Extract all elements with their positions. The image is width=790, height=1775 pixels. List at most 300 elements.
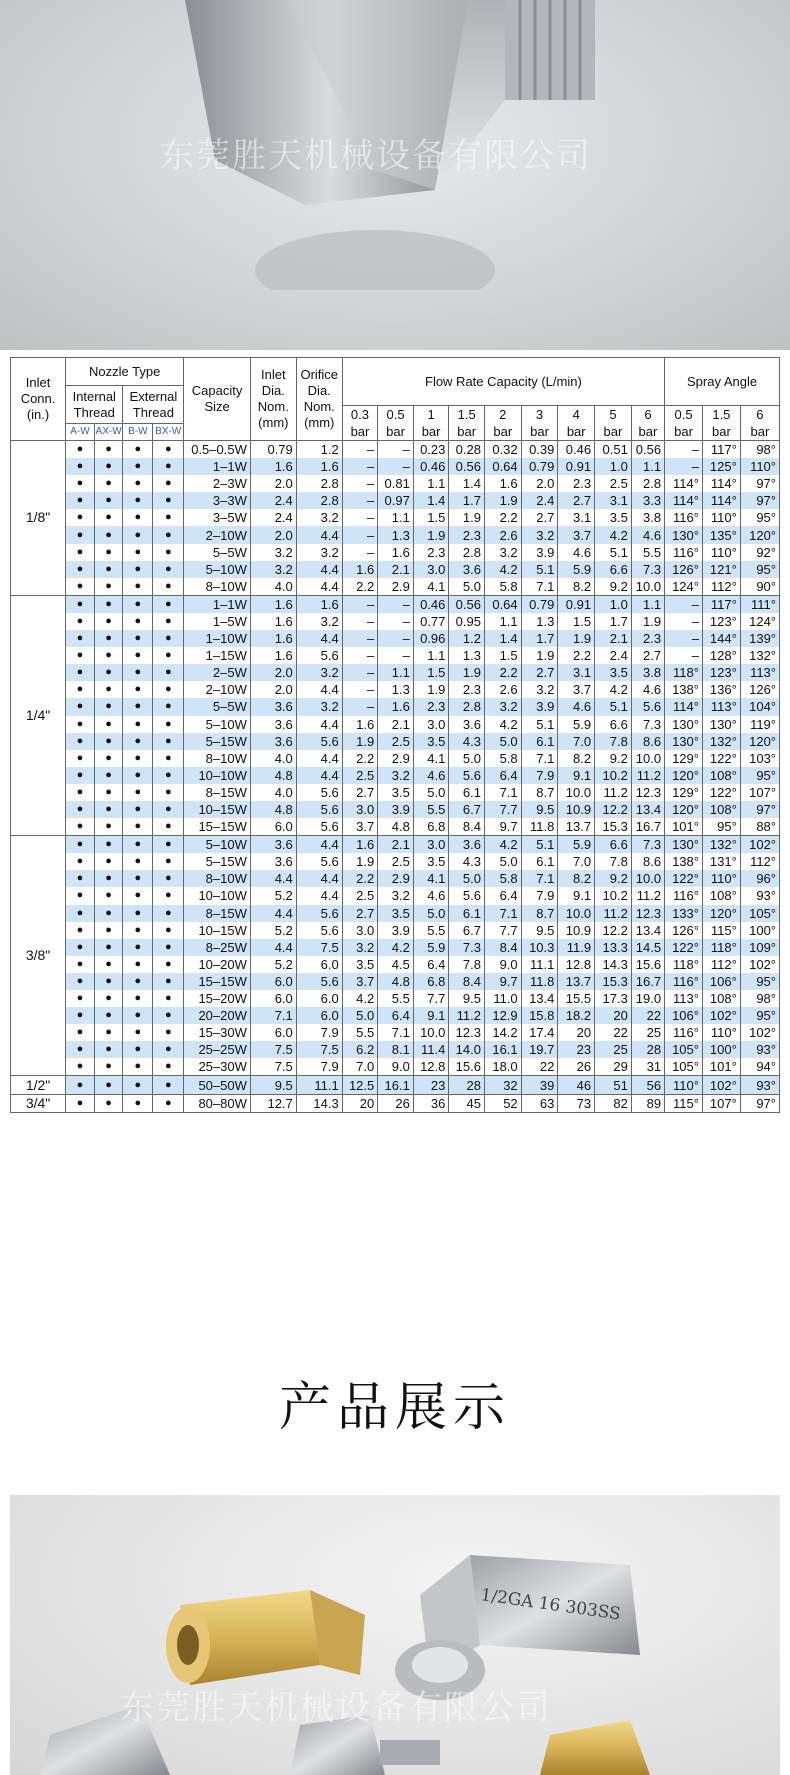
flow-rate-cell: 4.6 [631,526,664,543]
table-row [11,475,780,492]
flow-rate-cell: 4.6 [558,698,595,715]
spray-angle-cell: 118° [665,664,703,681]
flow-rate-cell: 5.5 [378,990,414,1007]
flow-rate-cell: 11.8 [521,973,558,990]
flow-rate-cell: 6.1 [521,853,558,870]
flow-rate-cell: 11.2 [449,1007,485,1024]
spray-angle-cell: 96° [740,870,779,887]
diameter-cell: 4.4 [296,836,342,854]
table-row [11,1041,780,1058]
flow-rate-cell: 2.0 [521,475,558,492]
availability-dot: ● [153,630,184,647]
availability-dot: ● [66,750,95,767]
flow-rate-cell: 7.9 [521,887,558,904]
spray-angle-cell: 95° [702,818,740,836]
pressure-header: 1 bar [413,406,449,441]
availability-dot: ● [94,578,123,596]
flow-rate-cell: 4.3 [449,853,485,870]
flow-rate-cell: 2.5 [595,475,632,492]
availability-dot: ● [66,647,95,664]
flow-rate-cell: 5.6 [449,887,485,904]
diameter-cell: 3.6 [250,698,296,715]
angle-pressure-header: 0.5 bar [665,406,703,441]
flow-rate-cell: 2.3 [449,526,485,543]
table-row [11,1094,780,1112]
availability-dot: ● [94,1058,123,1076]
flow-rate-cell: 2.2 [342,870,378,887]
spray-angle-cell: 130° [702,716,740,733]
flow-rate-cell: 22 [631,1007,664,1024]
spray-angle-cell: 120° [665,767,703,784]
capacity-size-cell: 3–3W [184,492,251,509]
flow-rate-cell: 7.1 [521,750,558,767]
availability-dot: ● [94,441,123,459]
flow-rate-cell: 25 [595,1041,632,1058]
availability-dot: ● [123,801,153,818]
spray-angle-cell: 122° [665,939,703,956]
flow-rate-cell: 10.0 [631,750,664,767]
spray-angle-cell: 110° [740,458,779,475]
flow-rate-cell: 12.2 [595,922,632,939]
availability-dot: ● [66,939,95,956]
spray-angle-cell: 116° [665,887,703,904]
flow-rate-cell: 9.5 [449,990,485,1007]
spray-angle-cell: 123° [702,613,740,630]
diameter-cell: 4.0 [250,750,296,767]
flow-rate-cell: 5.5 [413,801,449,818]
spray-angle-cell: 112° [702,956,740,973]
flow-rate-cell: 8.1 [378,1041,414,1058]
flow-rate-cell: 0.32 [484,441,521,459]
spray-angle-cell: 116° [665,973,703,990]
spray-angle-header: Spray Angle [665,358,780,406]
flow-rate-cell: 10.0 [558,784,595,801]
spray-angle-cell: 126° [740,681,779,698]
diameter-cell: 4.4 [296,716,342,733]
availability-dot: ● [123,939,153,956]
diameter-cell: 1.6 [250,613,296,630]
flow-rate-cell: 7.1 [521,870,558,887]
inlet-conn-cell: 3/8" [11,836,66,1076]
availability-dot: ● [66,441,95,459]
flow-rate-cell: 11.4 [413,1041,449,1058]
flow-rate-cell: 2.9 [378,750,414,767]
availability-dot: ● [153,716,184,733]
flow-rate-cell: 3.5 [595,664,632,681]
availability-dot: ● [66,681,95,698]
availability-dot: ● [66,870,95,887]
flow-rate-cell: 5.0 [413,784,449,801]
spray-angle-cell: 124° [740,613,779,630]
availability-dot: ● [94,973,123,990]
availability-dot: ● [123,870,153,887]
flow-rate-cell: 10.0 [631,870,664,887]
availability-dot: ● [123,784,153,801]
flow-rate-cell: 2.8 [449,544,485,561]
flow-rate-cell: 13.4 [631,922,664,939]
diameter-cell: 2.0 [250,681,296,698]
spray-angle-cell: 123° [702,664,740,681]
availability-dot: ● [153,767,184,784]
flow-rate-cell: 1.4 [413,492,449,509]
flow-rate-cell: 11.2 [595,784,632,801]
spray-angle-cell: 97° [740,492,779,509]
diameter-cell: 5.2 [250,922,296,939]
inlet-conn-cell: 3/4" [11,1094,66,1112]
flow-rate-cell: 51 [595,1076,632,1094]
spray-angle-cell: 115° [665,1094,703,1112]
spray-angle-cell: 130° [665,716,703,733]
flow-rate-cell: 1.7 [449,492,485,509]
flow-rate-cell: 5.8 [484,750,521,767]
capacity-size-cell: 3–5W [184,509,251,526]
flow-rate-cell: 0.64 [484,595,521,613]
diameter-cell: 4.4 [296,630,342,647]
flow-rate-cell: 10.0 [558,905,595,922]
flow-rate-cell: 2.3 [413,698,449,715]
flow-rate-cell: 23 [558,1041,595,1058]
flow-rate-cell: 1.7 [595,613,632,630]
availability-dot: ● [66,853,95,870]
spray-angle-cell: 144° [702,630,740,647]
availability-dot: ● [153,853,184,870]
flow-rate-cell: 4.3 [449,733,485,750]
spray-angle-cell: – [665,458,703,475]
diameter-cell: 3.2 [296,509,342,526]
spray-angle-cell: 110° [665,1076,703,1094]
flow-rate-cell: 4.6 [631,681,664,698]
availability-dot: ● [66,698,95,715]
flow-rate-cell: 5.1 [521,561,558,578]
diameter-cell: 4.4 [296,750,342,767]
availability-dot: ● [123,544,153,561]
flow-rate-cell: 1.1 [484,613,521,630]
spray-angle-cell: 109° [740,939,779,956]
spray-angle-cell: 114° [665,475,703,492]
flow-rate-cell: 5.5 [413,922,449,939]
availability-dot: ● [94,1041,123,1058]
flow-rate-cell: 0.77 [413,613,449,630]
spray-angle-cell: 116° [665,509,703,526]
diameter-cell: 1.6 [250,630,296,647]
table-row [11,750,780,767]
flow-rate-cell: 29 [595,1058,632,1076]
availability-dot: ● [123,973,153,990]
spray-angle-cell: 114° [702,475,740,492]
flow-rate-cell: 3.1 [595,492,632,509]
table-row [11,664,780,681]
pressure-header: 5 bar [595,406,632,441]
flow-rate-cell: 2.4 [595,647,632,664]
diameter-cell: 2.0 [250,526,296,543]
availability-dot: ● [94,733,123,750]
flow-rate-cell: 0.91 [558,458,595,475]
diameter-cell: 2.0 [250,475,296,492]
flow-rate-cell: 0.46 [558,441,595,459]
inlet-conn-header: Inlet Conn. (in.) [11,358,66,441]
availability-dot: ● [94,784,123,801]
availability-dot: ● [123,698,153,715]
inlet-conn-cell: 1/2" [11,1076,66,1094]
availability-dot: ● [94,836,123,854]
flow-rate-cell: 7.7 [413,990,449,1007]
diameter-cell: 5.6 [296,922,342,939]
flow-rate-cell: 2.8 [449,698,485,715]
flow-rate-cell: 1.6 [378,544,414,561]
availability-dot: ● [153,492,184,509]
table-row [11,853,780,870]
diameter-cell: 1.2 [296,441,342,459]
flow-rate-cell: 10.9 [558,922,595,939]
flow-rate-cell: 5.0 [449,750,485,767]
spray-angle-cell: 113° [740,664,779,681]
flow-rate-cell: 1.5 [413,664,449,681]
diameter-cell: 3.2 [250,561,296,578]
table-row [11,939,780,956]
capacity-size-cell: 80–80W [184,1094,251,1112]
availability-dot: ● [66,801,95,818]
angle-pressure-header: 1.5 bar [702,406,740,441]
flow-rate-cell: 1.0 [595,595,632,613]
flow-rate-cell: 8.4 [484,939,521,956]
flow-rate-cell: 5.1 [595,544,632,561]
flow-rate-cell: 11.2 [631,767,664,784]
availability-dot: ● [66,526,95,543]
availability-dot: ● [153,956,184,973]
availability-dot: ● [153,664,184,681]
flow-rate-cell: 26 [558,1058,595,1076]
diameter-cell: 4.4 [250,905,296,922]
spray-angle-cell: 110° [702,1024,740,1041]
availability-dot: ● [94,698,123,715]
flow-rate-cell: 15.3 [595,818,632,836]
capacity-size-cell: 2–10W [184,681,251,698]
flow-rate-cell: 0.56 [449,595,485,613]
flow-rate-cell: 12.5 [342,1076,378,1094]
flow-rate-cell: 19.7 [521,1041,558,1058]
availability-dot: ● [153,681,184,698]
spray-angle-cell: 97° [740,475,779,492]
flow-rate-cell: 0.28 [449,441,485,459]
spray-angle-cell: 119° [740,716,779,733]
flow-rate-cell: 14.0 [449,1041,485,1058]
spray-angle-cell: 95° [740,561,779,578]
flow-rate-cell: 10.0 [631,578,664,596]
availability-dot: ● [66,784,95,801]
spray-angle-cell: 100° [702,1041,740,1058]
flow-rate-cell: 31 [631,1058,664,1076]
table-row [11,458,780,475]
capacity-size-cell: 5–5W [184,544,251,561]
flow-rate-cell: 3.0 [413,716,449,733]
diameter-cell: 4.4 [296,526,342,543]
flow-rate-cell: 45 [449,1094,485,1112]
diameter-cell: 1.6 [296,595,342,613]
flow-rate-cell: 1.1 [413,647,449,664]
spray-angle-cell: 108° [702,801,740,818]
availability-dot: ● [66,595,95,613]
availability-dot: ● [66,492,95,509]
availability-dot: ● [123,716,153,733]
spray-angle-cell: 108° [702,990,740,1007]
flow-rate-cell: 1.1 [378,664,414,681]
flow-rate-cell: 8.7 [521,784,558,801]
flow-rate-cell: 5.9 [558,561,595,578]
spray-angle-cell: 97° [740,801,779,818]
flow-rate-cell: 6.4 [484,887,521,904]
flow-rate-cell: 2.5 [378,853,414,870]
flow-rate-cell: 13.7 [558,818,595,836]
availability-dot: ● [94,681,123,698]
flow-rate-cell: 1.9 [413,526,449,543]
availability-dot: ● [123,441,153,459]
spray-angle-cell: 93° [740,1041,779,1058]
flow-rate-cell: 4.6 [413,887,449,904]
table-row [11,526,780,543]
flow-rate-cell: 1.1 [413,475,449,492]
flow-rate-cell: 1.9 [558,630,595,647]
spec-table [10,357,780,1113]
flow-rate-cell: 2.9 [378,578,414,596]
availability-dot: ● [66,561,95,578]
availability-dot: ● [66,1024,95,1041]
availability-dot: ● [153,784,184,801]
external-thread-header: External Thread [123,386,184,424]
flow-rate-cell: 4.2 [484,836,521,854]
spray-angle-cell: 102° [740,836,779,854]
table-row [11,990,780,1007]
flow-rate-cell: 11.2 [595,905,632,922]
flow-rate-cell: 3.7 [558,526,595,543]
flow-rate-cell: 1.6 [484,475,521,492]
spray-angle-cell: 118° [702,939,740,956]
pressure-header: 1.5 bar [449,406,485,441]
flow-rate-cell: 2.2 [342,578,378,596]
flow-rate-cell: 9.0 [484,956,521,973]
diameter-cell: 4.4 [250,870,296,887]
flow-rate-cell: 1.1 [631,458,664,475]
flow-rate-cell: 6.4 [378,1007,414,1024]
flow-rate-cell: 1.9 [449,664,485,681]
capacity-size-cell: 15–15W [184,973,251,990]
spray-angle-cell: – [665,613,703,630]
flow-rate-cell: 1.5 [558,613,595,630]
availability-dot: ● [94,492,123,509]
availability-dot: ● [94,939,123,956]
flow-rate-cell: 12.3 [631,905,664,922]
flow-rate-cell: 0.56 [449,458,485,475]
product-photo-top [0,0,790,350]
spray-angle-cell: – [665,647,703,664]
table-row [11,870,780,887]
capacity-size-cell: 8–10W [184,750,251,767]
spray-angle-cell: 110° [702,870,740,887]
spray-angle-cell: 103° [740,750,779,767]
flow-rate-cell: 18.0 [484,1058,521,1076]
availability-dot: ● [123,475,153,492]
capacity-size-cell: 5–5W [184,698,251,715]
flow-rate-cell: 2.7 [631,647,664,664]
section-title: 产品展示 [278,1378,511,1438]
capacity-size-cell: 1–1W [184,458,251,475]
availability-dot: ● [123,1024,153,1041]
flow-rate-cell: 1.9 [484,492,521,509]
availability-dot: ● [153,613,184,630]
flow-rate-cell: 2.1 [595,630,632,647]
diameter-cell: 11.1 [296,1076,342,1094]
spray-angle-cell: 105° [665,1041,703,1058]
spray-angle-cell: 120° [702,905,740,922]
spray-angle-cell: 114° [702,492,740,509]
table-row [11,698,780,715]
flow-rate-cell: 3.0 [342,801,378,818]
spec-table-container [10,357,780,1113]
availability-dot: ● [66,1007,95,1024]
flow-rate-cell: 3.1 [558,664,595,681]
flow-rate-cell: 12.2 [595,801,632,818]
flow-rate-cell: 5.5 [631,544,664,561]
spray-angle-cell: 118° [665,956,703,973]
spray-angle-cell: 101° [702,1058,740,1076]
availability-dot: ● [123,990,153,1007]
flow-rate-cell: 6.6 [595,561,632,578]
table-row [11,578,780,596]
pressure-header: 3 bar [521,406,558,441]
flow-rate-cell: 11.0 [484,990,521,1007]
diameter-cell: 7.1 [250,1007,296,1024]
flow-rate-cell: 7.8 [595,853,632,870]
spray-angle-cell: 102° [740,956,779,973]
availability-dot: ● [94,595,123,613]
flow-rate-cell: 3.7 [342,973,378,990]
spray-angle-cell: 93° [740,887,779,904]
availability-dot: ● [66,509,95,526]
flow-rate-cell: 13.3 [595,939,632,956]
flow-rate-cell: 12.8 [558,956,595,973]
diameter-cell: 6.0 [250,818,296,836]
availability-dot: ● [153,887,184,904]
flow-rate-cell: 9.1 [413,1007,449,1024]
diameter-cell: 3.6 [250,836,296,854]
flow-rate-cell: 7.0 [558,853,595,870]
spray-angle-cell: 128° [702,647,740,664]
flow-rate-cell: 2.9 [378,870,414,887]
availability-dot: ● [123,613,153,630]
flow-rate-cell: 4.2 [378,939,414,956]
flow-rate-cell: 0.95 [449,613,485,630]
diameter-cell: 3.2 [296,613,342,630]
flow-rate-cell: 13.4 [631,801,664,818]
flow-rate-cell: 3.5 [342,956,378,973]
spray-angle-cell: 112° [740,853,779,870]
flow-rate-cell: 2.8 [631,475,664,492]
diameter-cell: 7.5 [250,1041,296,1058]
capacity-size-cell: 2–3W [184,475,251,492]
spray-angle-cell: 126° [665,561,703,578]
availability-dot: ● [94,1076,123,1094]
flow-rate-cell: 46 [558,1076,595,1094]
flow-rate-cell: 2.5 [342,767,378,784]
product-photo-bottom [10,1495,780,1775]
availability-dot: ● [123,664,153,681]
spray-angle-cell: 136° [702,681,740,698]
spray-angle-cell: 97° [740,1094,779,1112]
availability-dot: ● [94,818,123,836]
flow-rate-cell: 28 [449,1076,485,1094]
flow-rate-cell: 8.2 [558,578,595,596]
availability-dot: ● [94,750,123,767]
flow-rate-cell: 6.6 [595,716,632,733]
